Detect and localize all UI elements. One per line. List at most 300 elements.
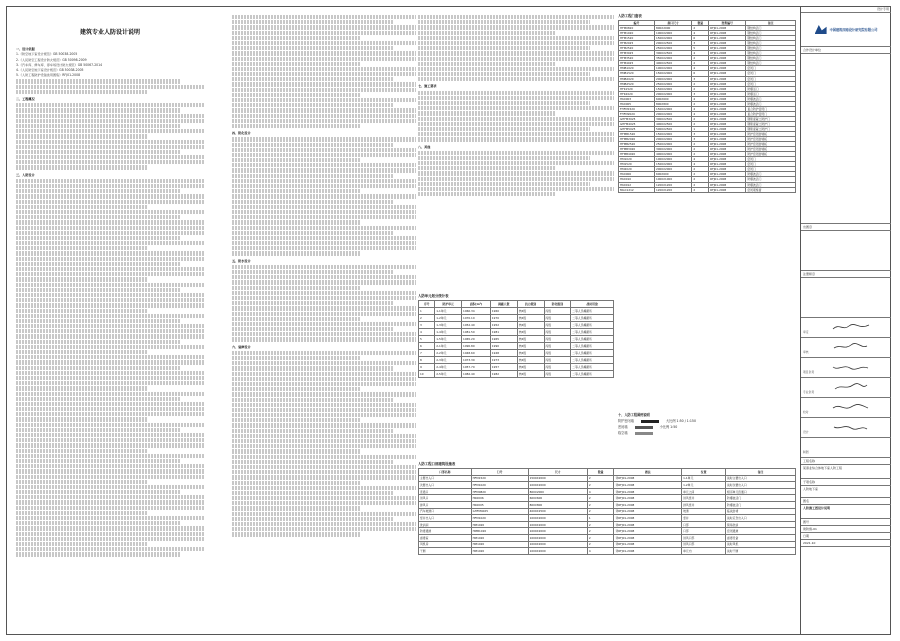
signature-role: 审定 xyxy=(803,330,809,334)
table-cell: 战时干厕 xyxy=(726,548,796,555)
table-cell: 丙级 xyxy=(544,357,571,364)
table-cell: 核6级 xyxy=(517,350,544,357)
table-cell: 2 xyxy=(419,315,435,322)
table-cell: 1981 xyxy=(490,329,517,336)
table-cell: HM1020 xyxy=(471,521,528,528)
table-cell: 核6级 xyxy=(517,357,544,364)
note-line: 5.《人防工程防护设备选用图集》RFJ01-2008 xyxy=(16,73,81,78)
text-block xyxy=(16,329,204,333)
table-cell: RFJ01-2008 xyxy=(709,81,746,86)
table-row xyxy=(419,548,796,555)
table-cell: RFJ01-2008 xyxy=(709,126,746,131)
text-block xyxy=(232,57,416,61)
table-cell: 3 xyxy=(692,41,709,46)
table-header-cell: 数量 xyxy=(692,21,709,26)
table-cell: 800X800 xyxy=(654,101,691,106)
text-block xyxy=(16,443,204,447)
unit-table-title: 人防单元划分统计表 xyxy=(418,294,449,298)
table-cell: 详RFJ01-2008 xyxy=(614,482,682,489)
text-block xyxy=(232,449,361,453)
table-cell: 1000X1000 xyxy=(654,177,691,182)
table-cell: 战时次要出入口 xyxy=(726,482,796,489)
company-name: 中国建筑西南设计研究院有限公司 xyxy=(829,28,878,32)
drawing-date: 2021.10 xyxy=(801,540,891,547)
table-cell: RFJ01-2008 xyxy=(709,101,746,106)
text-block xyxy=(16,124,181,128)
table-cell: 核6级 xyxy=(517,364,544,371)
table-cell: 核6级 xyxy=(517,371,544,378)
table-cell: 2-2单元 xyxy=(435,350,462,357)
table-header-cell: 防护单元 xyxy=(435,301,462,308)
table-cell: 1990.80 xyxy=(462,343,491,350)
table-cell: 1957 xyxy=(490,364,517,371)
text-block xyxy=(232,119,416,123)
table-cell: 1952.40 xyxy=(462,322,491,329)
text-block xyxy=(232,392,416,396)
text-block xyxy=(418,182,590,186)
text-block xyxy=(16,500,204,504)
signature-icon xyxy=(831,382,871,392)
legend-swatch xyxy=(635,432,653,435)
table-cell: HFM3520 xyxy=(619,56,655,61)
text-block xyxy=(16,200,204,204)
table-cell: HMB2020 xyxy=(619,76,655,81)
table-cell: 6 xyxy=(419,343,435,350)
text-block xyxy=(16,303,204,307)
blank-box xyxy=(801,278,891,318)
table-cell: 战时主要出入口 xyxy=(726,475,796,482)
table-cell: 口部 xyxy=(682,521,726,528)
signature-icon xyxy=(831,402,871,412)
table-cell: 竖井 xyxy=(682,515,726,522)
text-block xyxy=(16,134,148,138)
text-block xyxy=(232,200,394,204)
table-cell: 密闭门 xyxy=(746,157,796,162)
table-cell: 4 xyxy=(587,488,614,495)
table-cell: HK0006 xyxy=(471,495,528,502)
table-cell: 3 xyxy=(419,322,435,329)
notes-column-3 xyxy=(418,14,614,224)
text-block xyxy=(418,151,614,155)
table-cell: 2000X2500 xyxy=(654,41,691,46)
table-cell: 1-5单元 xyxy=(435,336,462,343)
table-cell: RFJ01-2008 xyxy=(709,96,746,101)
table-cell: 1200X1200 xyxy=(654,182,691,187)
text-block xyxy=(232,88,416,92)
table-cell: 4000X2500 xyxy=(654,61,691,66)
table-cell: RFJ01-2008 xyxy=(709,41,746,46)
text-block xyxy=(16,236,181,240)
text-block xyxy=(418,96,614,100)
document-title: 建筑专业人防设计说明 xyxy=(79,29,140,36)
table-cell: 1 xyxy=(419,308,435,315)
text-block xyxy=(232,306,416,310)
stamp-label: 设计专用 xyxy=(801,6,891,13)
text-block xyxy=(418,132,614,136)
legend-label: 临空墙 xyxy=(618,431,628,435)
text-block xyxy=(16,145,204,149)
table-cell: 2-3单元 xyxy=(435,357,462,364)
text-block xyxy=(232,413,416,417)
table-cell: 4 xyxy=(419,329,435,336)
table-cell: RFJ01-2008 xyxy=(709,142,746,147)
text-block xyxy=(232,241,416,245)
table-cell: 600X600 xyxy=(528,495,587,502)
notes-column-2 xyxy=(232,14,416,626)
table-header-cell: 做法 xyxy=(614,469,682,476)
note-line: 3.《汽车库、修车库、停车场设计防火规范》GB 50067-2014 xyxy=(16,62,103,67)
table-cell: 4 xyxy=(692,96,709,101)
table-cell: 8 xyxy=(419,357,435,364)
table-cell: 连通口 xyxy=(419,488,472,495)
text-block xyxy=(16,129,204,133)
text-block xyxy=(232,31,416,35)
section-heading: 二、工程概况 xyxy=(16,96,35,101)
table-cell: RFJ01-2008 xyxy=(709,26,746,31)
signature-row xyxy=(801,378,891,398)
table-row xyxy=(419,488,796,495)
text-block xyxy=(16,277,148,281)
table-cell: RFJ01-2008 xyxy=(709,162,746,167)
table-cell: 1500X2000 xyxy=(654,36,691,41)
text-block xyxy=(16,160,204,164)
table-cell: 2500X2000 xyxy=(654,81,691,86)
table-cell: RFJ01-2008 xyxy=(709,31,746,36)
table-cell: RFJ01-2008 xyxy=(709,51,746,56)
signature-icon xyxy=(831,422,871,432)
text-block xyxy=(16,392,204,396)
text-block xyxy=(232,158,361,162)
text-block xyxy=(16,246,148,250)
text-block xyxy=(418,101,590,105)
text-block xyxy=(232,20,394,24)
table-cell: 1982 xyxy=(490,371,517,378)
text-block xyxy=(16,516,204,520)
text-block xyxy=(232,77,394,81)
table-cell: 战时风机 xyxy=(726,541,796,548)
table-cell: 1 xyxy=(587,515,614,522)
table-row xyxy=(419,357,614,364)
text-block xyxy=(232,220,361,224)
table-header-cell: 掩蔽人数 xyxy=(490,301,517,308)
table-cell: 洗消间 xyxy=(419,521,472,528)
table-row xyxy=(419,534,796,541)
table-cell: 详RFJ01-2008 xyxy=(614,528,682,535)
table-cell: HMB2520 xyxy=(619,81,655,86)
table-cell: 二等人员掩蔽所 xyxy=(571,329,614,336)
table-cell: 1960.34 xyxy=(462,308,491,315)
table-cell: RFJ01-2008 xyxy=(709,132,746,137)
table-cell: 1500X2000 xyxy=(654,106,691,111)
table-cell: 密闭门 xyxy=(746,76,796,81)
text-block xyxy=(232,163,416,167)
table-cell: MGC1212 xyxy=(619,187,655,192)
table-cell: 丙级 xyxy=(544,350,571,357)
table-cell: 1970.10 xyxy=(462,315,491,322)
door-table-body xyxy=(619,26,796,193)
table-cell: 进风口 xyxy=(419,495,472,502)
text-block xyxy=(418,46,590,50)
text-block xyxy=(232,36,361,40)
text-block xyxy=(232,215,416,219)
text-block xyxy=(232,337,416,341)
text-block xyxy=(232,205,416,209)
table-cell: 进风口部 xyxy=(682,534,726,541)
table-cell: 1000X2000 xyxy=(654,157,691,162)
table-cell: 主要出入口 xyxy=(419,475,472,482)
signature-icon xyxy=(831,342,871,352)
table-cell: 1948 xyxy=(490,350,517,357)
text-block xyxy=(232,327,394,331)
text-block xyxy=(232,265,416,269)
text-block xyxy=(232,317,361,321)
company-logo xyxy=(801,13,891,47)
blank-box xyxy=(801,231,891,271)
table-cell: 钢结构活门 xyxy=(746,56,796,61)
stamp-box-label: 出图章 xyxy=(801,224,891,231)
table-cell: 防毒通道 xyxy=(419,528,472,535)
note-line: 2.《人民防空工程设计防火规范》GB 50098-2009 xyxy=(16,57,87,62)
table-cell: 二等人员掩蔽所 xyxy=(571,336,614,343)
signature-icon xyxy=(831,322,871,332)
text-block xyxy=(232,527,416,531)
table-cell: 2000X2000 xyxy=(654,167,691,172)
text-block xyxy=(16,423,204,427)
legend xyxy=(618,412,796,436)
table-cell: 3000X2500 xyxy=(654,116,691,121)
table-row xyxy=(419,521,796,528)
table-cell: 4 xyxy=(692,162,709,167)
text-block xyxy=(418,72,590,76)
table-cell: 二等人员掩蔽所 xyxy=(571,315,614,322)
text-block xyxy=(16,475,204,479)
field-label: 图号 xyxy=(801,519,891,526)
text-block xyxy=(232,15,416,19)
table-cell: GHFM3025 xyxy=(619,116,655,121)
table-cell: 防爆波活门 xyxy=(726,495,796,502)
text-block xyxy=(418,20,590,24)
table-header-cell: 备注 xyxy=(726,469,796,476)
table-cell: 2500X2000 xyxy=(654,142,691,147)
table-cell: HM1020 xyxy=(471,548,528,555)
table-cell: 二等人员掩蔽所 xyxy=(571,343,614,350)
legend-item xyxy=(618,430,796,436)
table-cell: 4 xyxy=(692,106,709,111)
table-cell: HK0010 xyxy=(619,177,655,182)
text-block xyxy=(418,67,614,71)
table-cell: HK0012 xyxy=(619,182,655,187)
text-block xyxy=(16,480,148,484)
table-row xyxy=(419,495,796,502)
text-block xyxy=(232,372,416,376)
table-cell: 防爆波活门 xyxy=(746,182,796,187)
text-block xyxy=(232,25,416,29)
text-block xyxy=(16,184,204,188)
text-block xyxy=(16,272,204,276)
text-block xyxy=(232,51,416,55)
note-line: 4.《人民防空地下室设计规范》GB 50038-2005 xyxy=(16,68,84,73)
table-cell: FHFM2020 xyxy=(619,111,655,116)
text-block xyxy=(16,506,204,510)
registered-stamp-label: 注册师章 xyxy=(801,271,891,278)
table-cell: 汽车坡道口 xyxy=(419,508,472,515)
text-block xyxy=(16,226,204,230)
text-block xyxy=(16,267,204,271)
text-block xyxy=(16,360,204,364)
table-cell: 详RFJ01-2008 xyxy=(614,548,682,555)
text-block xyxy=(232,517,394,521)
table-cell: 1-4单元 xyxy=(435,329,462,336)
table-cell: 滤毒设备 xyxy=(726,534,796,541)
small-scale-label: 小比例 1:50 xyxy=(659,425,678,429)
table-cell: 2-1单元 xyxy=(435,343,462,350)
text-block xyxy=(232,429,394,433)
text-block xyxy=(16,485,204,489)
table-cell: 4 xyxy=(692,31,709,36)
table-header-cell: 编号 xyxy=(619,21,655,26)
table-cell: 1973.30 xyxy=(462,357,491,364)
text-block xyxy=(232,434,416,438)
table-cell: 800X2000 xyxy=(528,488,587,495)
table-cell: 丙级 xyxy=(544,343,571,350)
table-cell: 2 xyxy=(587,528,614,535)
table-cell: 排风竖井 xyxy=(682,501,726,508)
text-block xyxy=(16,334,204,338)
text-block xyxy=(16,459,181,463)
table-cell: 1981.50 xyxy=(462,329,491,336)
text-block xyxy=(232,296,416,300)
table-cell: HK0005 xyxy=(619,101,655,106)
text-block xyxy=(232,506,361,510)
text-block xyxy=(232,418,361,422)
table-cell: HFK1520 xyxy=(619,86,655,91)
table-cell: RFJ01-2008 xyxy=(709,137,746,142)
text-block xyxy=(16,366,181,370)
signature-row xyxy=(801,438,891,458)
table-row xyxy=(419,308,614,315)
table-cell: 1970 xyxy=(490,315,517,322)
table-cell: GHFM4025 xyxy=(471,508,528,515)
text-block xyxy=(16,521,181,525)
text-block xyxy=(16,165,148,169)
text-block xyxy=(418,25,614,29)
signature-row xyxy=(801,358,891,378)
table-cell: 进风口部 xyxy=(682,541,726,548)
text-block xyxy=(16,298,204,302)
field-label: 工程名称 xyxy=(801,458,891,465)
text-block xyxy=(16,220,204,224)
table-cell: 风机房 xyxy=(419,541,472,548)
note-line: 1.《防空地下室设计规范》GB 50038-2005 xyxy=(16,52,78,57)
table-cell: 800X2000 xyxy=(654,26,691,31)
table-row xyxy=(419,541,796,548)
signature-role: 项目负责 xyxy=(803,370,815,374)
text-block xyxy=(16,454,204,458)
table-cell: RFJ01-2008 xyxy=(709,182,746,187)
table-cell: 1000X2000 xyxy=(528,534,587,541)
text-block xyxy=(232,46,394,50)
text-block xyxy=(232,398,394,402)
table-cell: HK0006 xyxy=(619,172,655,177)
table-row xyxy=(419,528,796,535)
table-cell: 1982.40 xyxy=(462,371,491,378)
legend-label: 密闭墙 xyxy=(618,425,628,429)
table-cell: 1000X2000 xyxy=(528,521,587,528)
text-block xyxy=(16,314,204,318)
table-header-cell: 尺寸 xyxy=(528,469,587,476)
table-cell: 1-3单元 xyxy=(435,322,462,329)
table-cell: 1-2单元 xyxy=(435,315,462,322)
table-cell: 2 xyxy=(587,482,614,489)
item-table-title: 人防工程口部建筑设施表 xyxy=(418,462,456,466)
field-label: 图名 xyxy=(801,498,891,505)
table-cell: 干厕 xyxy=(419,548,472,555)
table-cell: 6 xyxy=(692,71,709,76)
table-cell: 1000X2000 xyxy=(654,66,691,71)
text-block xyxy=(418,57,614,61)
table-cell: 2 xyxy=(692,101,709,106)
table-cell: 4 xyxy=(692,157,709,162)
text-block xyxy=(232,194,416,198)
table-cell: RFJ01-2008 xyxy=(709,121,746,126)
text-block xyxy=(418,31,555,35)
text-block xyxy=(16,464,204,468)
table-cell: 2 xyxy=(587,541,614,548)
table-cell: 防爆波活门 xyxy=(726,501,796,508)
table-cell: 丙级 xyxy=(544,329,571,336)
table-cell: HFMB3020 xyxy=(619,147,655,152)
text-block xyxy=(418,156,590,160)
table-cell: RFJ01-2008 xyxy=(709,86,746,91)
table-cell: 9 xyxy=(419,364,435,371)
text-block xyxy=(16,350,148,354)
text-block xyxy=(16,231,204,235)
text-block xyxy=(16,205,148,209)
text-block xyxy=(16,381,204,385)
legend-swatch xyxy=(641,420,659,423)
table-cell: 复合防护密闭门 xyxy=(746,111,796,116)
table-cell: 1500X2000 xyxy=(528,475,587,482)
table-cell: HFM2520 xyxy=(619,46,655,51)
text-block xyxy=(16,79,181,83)
text-block xyxy=(16,526,204,530)
table-cell: 4 xyxy=(692,111,709,116)
table-cell: 1-1单元 xyxy=(682,475,726,482)
logo-mark xyxy=(815,25,827,34)
table-cell: 防爆波活门 xyxy=(746,96,796,101)
signature-role: 制图 xyxy=(803,450,809,454)
table-cell: 核6级 xyxy=(517,329,544,336)
table-cell: 1500X2000 xyxy=(654,71,691,76)
legend-title: 十、人防工程图例说明 xyxy=(618,413,650,417)
table-cell: 核6级 xyxy=(517,343,544,350)
text-block xyxy=(16,433,204,437)
text-block xyxy=(232,137,416,141)
text-block xyxy=(232,403,416,407)
table-cell: 2000X2000 xyxy=(654,76,691,81)
text-block xyxy=(418,122,614,126)
table-cell: 2 xyxy=(692,177,709,182)
text-block xyxy=(16,449,148,453)
table-cell: GHFM4025 xyxy=(619,121,655,126)
text-block xyxy=(232,143,394,147)
field-label: 日期 xyxy=(801,533,891,540)
table-row xyxy=(419,315,614,322)
table-cell: 1200X1200 xyxy=(654,187,691,192)
table-cell: 临战封堵 xyxy=(726,508,796,515)
item-table xyxy=(418,468,796,555)
table-cell: RFJ01-2008 xyxy=(709,177,746,182)
